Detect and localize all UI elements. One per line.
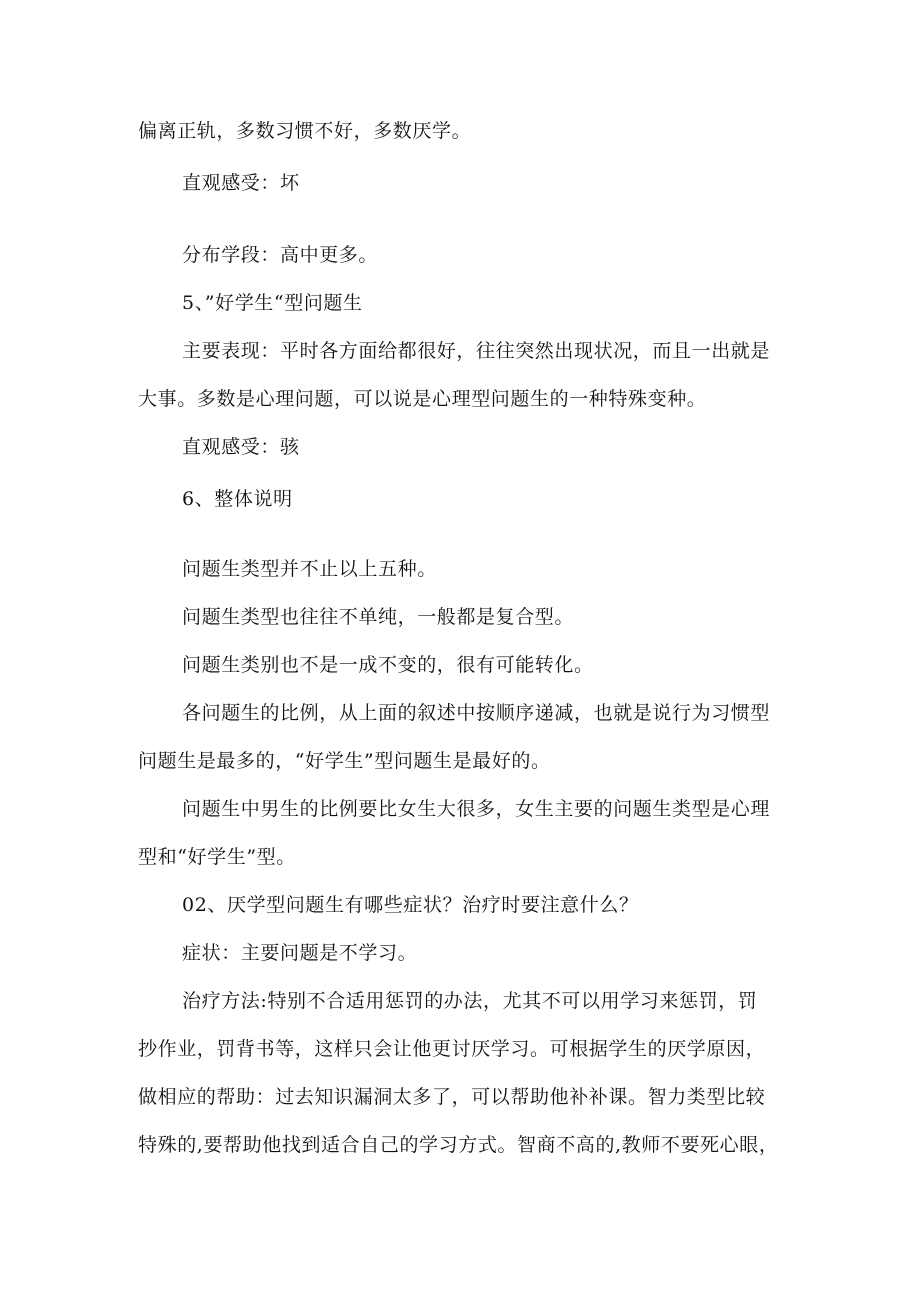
section-heading: 6、整体说明 [182,488,293,510]
text-line: 症状：主要问题是不学习。 [182,942,418,964]
text-line: 主要表现：平时各方面给都很好，往往突然出现状况，而且一出就是 [182,340,771,362]
text-line: 型和“好学生”型。 [138,846,296,868]
text-line: 问题生类型也往往不单纯，一般都是复合型。 [182,606,575,628]
text-line: 治疗方法:特别不合适用惩罚的办法，尤其不可以用学习来惩罚，罚 [182,990,758,1012]
text-line: 做相应的帮助：过去知识漏洞太多了，可以帮助他补补课。智力类型比较 [138,1086,766,1108]
text-line: 问题生是最多的，“好学生”型问题生是最好的。 [138,750,551,772]
text-line: 问题生类型并不止以上五种。 [182,558,437,580]
text-line: 抄作业，罚背书等，这样只会让他更讨厌学习。可根据学生的厌学原因， [138,1038,766,1060]
section-heading: 5、”好学生“型问题生 [182,292,363,314]
text-line: 问题生类别也不是一成不变的，很有可能转化。 [182,654,594,676]
text-line: 各问题生的比例，从上面的叙述中按顺序递减，也就是说行为习惯型 [182,702,771,724]
section-heading: 02、厌学型问题生有哪些症状？治疗时要注意什么？ [182,894,639,916]
text-line: 问题生中男生的比例要比女生大很多，女生主要的问题生类型是心理 [182,798,771,820]
text-line: 偏离正轨，多数习惯不好，多数厌学。 [138,120,472,142]
text-line: 特殊的,要帮助他找到适合自己的学习方式。智商不高的,教师不要死心眼， [138,1134,779,1156]
text-line: 直观感受：坏 [182,172,300,194]
text-line: 分布学段：高中更多。 [182,244,379,266]
text-line: 直观感受：骇 [182,436,300,458]
text-line: 大事。多数是心理问题，可以说是心理型问题生的一种特殊变种。 [138,388,707,410]
